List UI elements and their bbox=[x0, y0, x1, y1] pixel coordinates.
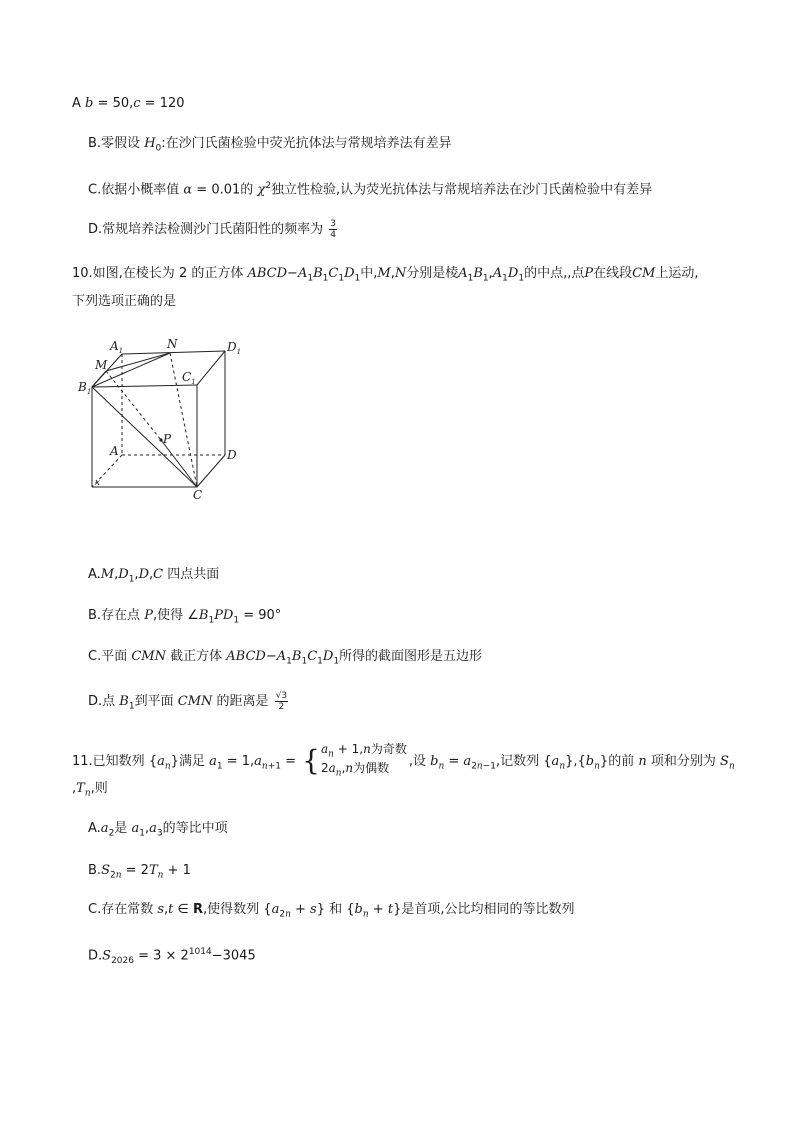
q10-option-c-text1: 截正方体 bbox=[170, 649, 223, 664]
q9-option-d bbox=[88, 219, 339, 240]
q10-option-b-value: = 90° bbox=[243, 608, 282, 623]
edge-cd bbox=[197, 455, 225, 487]
q11-option-d: $D.S_{2026} = 3 \times 2^{1014}-3045$ bbox=[88, 947, 256, 966]
label-a: A bbox=[110, 444, 119, 458]
line-mp-hidden bbox=[106, 371, 161, 440]
edge-b1c1 bbox=[92, 385, 197, 387]
q11-option-c-text2: 和 bbox=[329, 902, 343, 917]
q9-option-a: A b = 50,c = 120 bbox=[72, 96, 185, 111]
q9-option-a-label: A bbox=[72, 96, 81, 111]
q11-stem: 11.已知数列 $\{a_n\}$满足 $a_1 = 1,a_{n+1}$ = { $a_n + 1,n$为奇数 $2a_n,n$为偶数 ,设 $b_n = a_{2n-1}$,记数列 $\{a_n\},\{b_n\}$的前 n 项和分别为 $S_n$ bbox=[72, 742, 735, 779]
label-d1: $D_1$ bbox=[227, 340, 242, 356]
q11-option-c: C.存在常数 s,t ∈ R,使得数列 $\{a_{2n} + s\}$ 和 $\{b_n + t\}$是首项,公比均相同的等比数列 bbox=[88, 902, 575, 920]
line-mn bbox=[106, 353, 170, 371]
fraction-denominator: 2 bbox=[278, 702, 285, 712]
label-p: P bbox=[163, 432, 172, 446]
q10-option-d: D.点 $B_1$到平面 CMN 的距离是 $\frac{√3}{2}$ bbox=[88, 691, 288, 712]
q10-stem-line2: 下列选项正确的是 bbox=[72, 294, 177, 309]
label-b1: $B_1$ bbox=[78, 380, 92, 396]
q9-option-c: C.依据小概率值 α = 0.01的 $\chi^2$独立性检验,认为荧光抗体法与常规培养法在沙门氏菌检验中有差异 bbox=[88, 181, 653, 198]
q10-stem-part3: 的中点,,点 bbox=[524, 266, 585, 281]
q9-option-b: B.零假设 $H_0$:在沙门氏菌检验中荧光抗体法与常规培养法有差异 bbox=[88, 136, 452, 154]
q10-option-d-label: D.点 bbox=[88, 694, 116, 709]
label-c: C bbox=[193, 488, 203, 502]
q10-stem-part4: 在线段 bbox=[593, 266, 633, 281]
q10-option-b-label: B.存在点 bbox=[88, 608, 141, 623]
label-a1: $A_1$ bbox=[110, 339, 124, 355]
q11-stem-part5: 项和分别为 bbox=[650, 753, 716, 769]
fraction-numerator: √3 bbox=[275, 691, 288, 701]
q10-option-d-text2: 的距离是 bbox=[216, 694, 269, 709]
q10-stem-part2: 分别是棱 bbox=[406, 266, 459, 281]
q11-stem-part4: 的前 bbox=[608, 753, 635, 769]
q9-option-c-text2: 独立性检验,认为荧光抗体法与常规培养法在沙门氏菌检验中有差异 bbox=[271, 182, 653, 198]
q11-stem-intro: 11.已知数列 bbox=[72, 753, 145, 769]
label-m: M bbox=[95, 358, 108, 372]
piecewise-definition: { $a_n + 1,n$为奇数 $2a_n,n$为偶数 bbox=[302, 742, 407, 779]
case2-condition: 为偶数 bbox=[353, 761, 390, 776]
q9-option-d-label: D.常规培养法检测沙门氏菌阳性的频率为 bbox=[88, 222, 324, 237]
q11-stem-part2: ,设 bbox=[408, 753, 426, 769]
q9-option-b-text: :在沙门氏菌检验中荧光抗体法与常规培养法有差异 bbox=[161, 136, 452, 151]
q10-option-a-text: 四点共面 bbox=[167, 567, 220, 582]
line-b1c bbox=[92, 387, 197, 487]
q11-option-c-text3: 是首项,公比均相同的等比数列 bbox=[401, 902, 575, 917]
label-c1: $C_1$ bbox=[182, 370, 196, 386]
q10-option-a: $A.M,D_1,D,C$ 四点共面 bbox=[88, 567, 220, 585]
q9-option-c-label: C.依据小概率值 bbox=[88, 182, 180, 198]
q11-stem-then: ,则 bbox=[90, 781, 108, 796]
edge-c1d1 bbox=[197, 351, 225, 385]
q10-option-d-text: 到平面 bbox=[134, 694, 174, 709]
q10-option-c-text2: 所得的截面图形是五边形 bbox=[339, 649, 483, 664]
q10-stem-part5: 上运动, bbox=[655, 266, 699, 281]
q11-option-a-label: A. bbox=[88, 821, 101, 836]
q9-option-c-text1: 的 bbox=[240, 182, 254, 198]
q10-option-b-text: ,使得 bbox=[152, 608, 184, 623]
label-d: D bbox=[227, 448, 237, 462]
cube-figure bbox=[75, 335, 245, 510]
q10-option-c: C.平面 CMN 截正方体 $ABCD-A_1B_1C_1D_1$所得的截面图形是五边形 bbox=[88, 649, 483, 667]
q10-stem: 10.如图,在棱长为 2 的正方体 $ABCD-A_1B_1C_1D_1$中,M,N分别是棱$A_1B_1,A_1D_1$的中点,,点P在线段CM上运动, bbox=[72, 266, 699, 284]
label-n: N bbox=[167, 337, 178, 351]
q10-stem-intro: 10.如图,在棱长为 2 的正方体 bbox=[72, 266, 244, 281]
q11-option-c-label: C.存在常数 bbox=[88, 902, 154, 917]
line-mb1 bbox=[92, 371, 106, 387]
fraction-denominator: 4 bbox=[330, 230, 337, 240]
q10-option-c-label: C.平面 bbox=[88, 649, 128, 664]
q11-option-c-text1: ,使得数列 bbox=[203, 902, 260, 917]
fraction bbox=[275, 691, 288, 712]
q10-option-a-label: A. bbox=[88, 567, 101, 582]
label-x: x bbox=[95, 478, 101, 488]
case1-condition: 为奇数 bbox=[370, 742, 407, 756]
q11-option-b: $B.S_{2n} = 2T_n + 1$ bbox=[88, 863, 191, 881]
q11-option-a-text: 是 bbox=[114, 821, 128, 836]
line-pc bbox=[161, 440, 197, 487]
q10-option-b: B.存在点 P,使得 $\angle B_1PD_1 = 90^\circ$ bbox=[88, 608, 282, 626]
q10-stem-part1: 中, bbox=[360, 266, 378, 281]
q9-option-b-label: B.零假设 bbox=[88, 136, 141, 151]
fraction bbox=[329, 219, 337, 240]
q11-stem-part3: ,记数列 bbox=[496, 753, 540, 769]
q11-option-a: $A.a_2$是 $a_1,a_3$的等比中项 bbox=[88, 821, 228, 839]
q11-option-a-text2: 的等比中项 bbox=[162, 821, 228, 836]
q11-stem-line2: $,T_n$,则 bbox=[72, 781, 108, 799]
q11-stem-part1: 满足 bbox=[178, 753, 205, 769]
q11-option-d-label: D. bbox=[88, 948, 103, 964]
fraction-numerator: 3 bbox=[330, 219, 337, 229]
edge-a1d1 bbox=[122, 351, 225, 354]
q11-option-b-label: B. bbox=[88, 863, 102, 878]
